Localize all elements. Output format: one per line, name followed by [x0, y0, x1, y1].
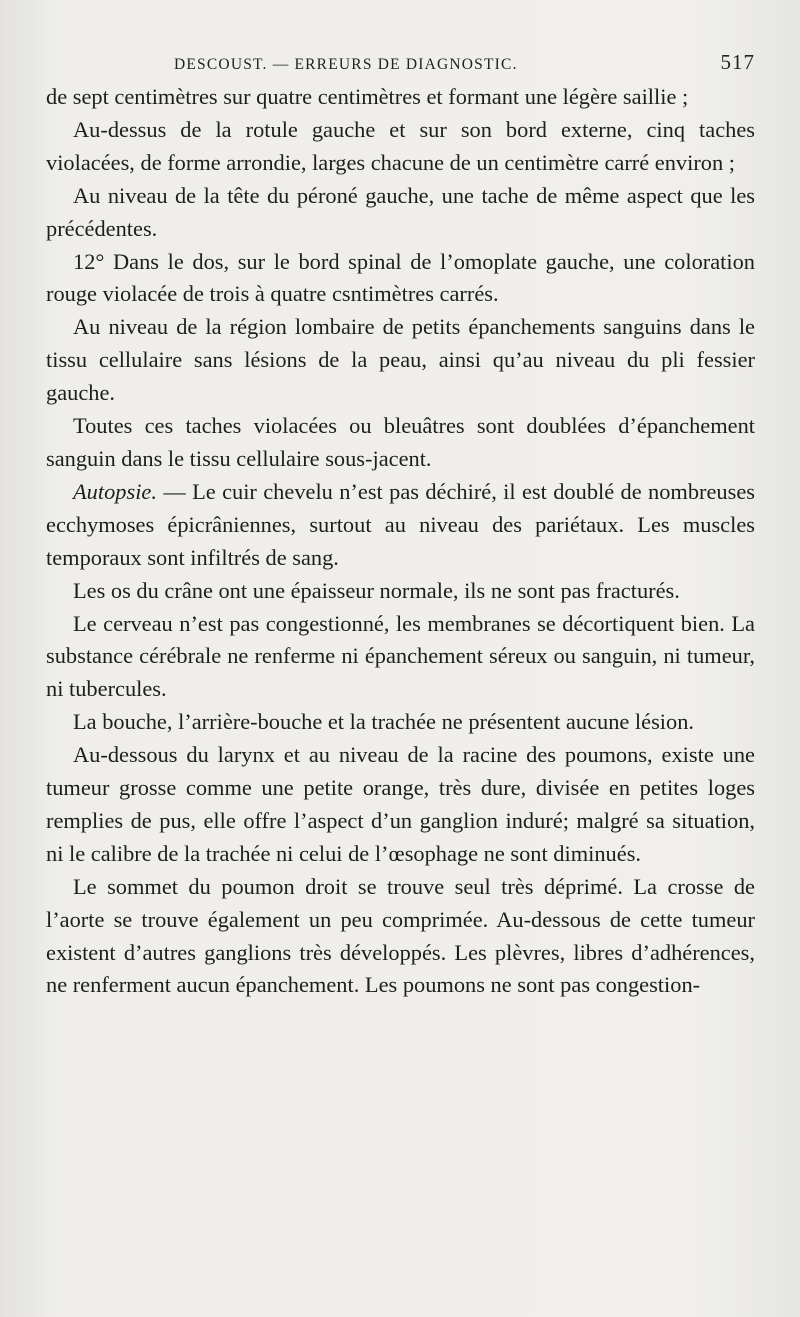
paragraph-lungs: Le sommet du poumon droit se trouve seul très déprimé. La crosse de l’aorte se trouve également un peu comprimée. Au-dessous de cette tumeur existent d’autres ganglions très développés. Les plèvres, libres d’adhérences, ne renferment aucun épanchement. Les poumons ne sont pas congestion- [46, 873, 755, 998]
autopsy-label: Autopsie. [73, 478, 157, 504]
paragraph-tumor: Au-dessous du larynx et au niveau de la racine des poumons, existe une tumeur grosse comme une petite orange, très dure, divisée en petites loges remplies de pus, elle offre l’aspect d’un ganglion induré; malgré sa situation, ni le calibre de la trachée ni celui de l’œsophage ne sont diminués. [46, 742, 755, 866]
paragraph-back: 12° Dans le dos, sur le bord spinal de l’omoplate gauche, une coloration rouge violacée de trois à quatre csntimètres carrés. [46, 248, 755, 307]
paragraph-bruises: Toutes ces taches violacées ou bleuâtres sont doublées d’épanchement sanguin dans le tissu cellulaire sous-jacent. [46, 413, 755, 471]
autopsy-text: — Le cuir chevelu n’est pas déchiré, il est doublé de nombreuses ecchymoses épicrâniennes, surtout au niveau des pariétaux. Les muscles temporaux sont infiltrés de sang. [46, 478, 755, 570]
body-text [46, 81, 755, 1002]
paragraph-skull: Les os du crâne ont une épaisseur normale, ils ne sont pas fracturés. [73, 577, 680, 603]
paragraph-mouth: La bouche, l’arrière-bouche et la trachée ne présentent aucune lésion. [73, 709, 695, 735]
page-number: 517 [720, 50, 755, 74]
paragraph-continued: de sept centimètres sur quatre centimètres et formant une légère saillie ; [46, 84, 689, 109]
running-title: DESCOUST. — ERREURS DE DIAGNOSTIC. [174, 56, 518, 73]
paragraph-fibula: Au niveau de la tête du péroné gauche, une tache de même aspect que les précédentes. [46, 182, 755, 241]
paragraph-autopsy [46, 476, 755, 575]
paragraph-knee: Au-dessus de la rotule gauche et sur son bord externe, cinq taches violacées, de forme arrondie, larges chacune de un centimètre carré environ ; [46, 116, 755, 175]
paragraph-brain: Le cerveau n’est pas congestionné, les membranes se décortiquent bien. La substance cérébrale ne renferme ni épanchement séreux ou sanguin, ni tumeur, ni tubercules. [46, 610, 755, 702]
paragraph-lumbar: Au niveau de la région lombaire de petits épanchements sanguins dans le tissu cellulaire sans lésions de la peau, ainsi qu’au niveau du pli fessier gauche. [46, 314, 755, 406]
running-head [174, 50, 755, 75]
